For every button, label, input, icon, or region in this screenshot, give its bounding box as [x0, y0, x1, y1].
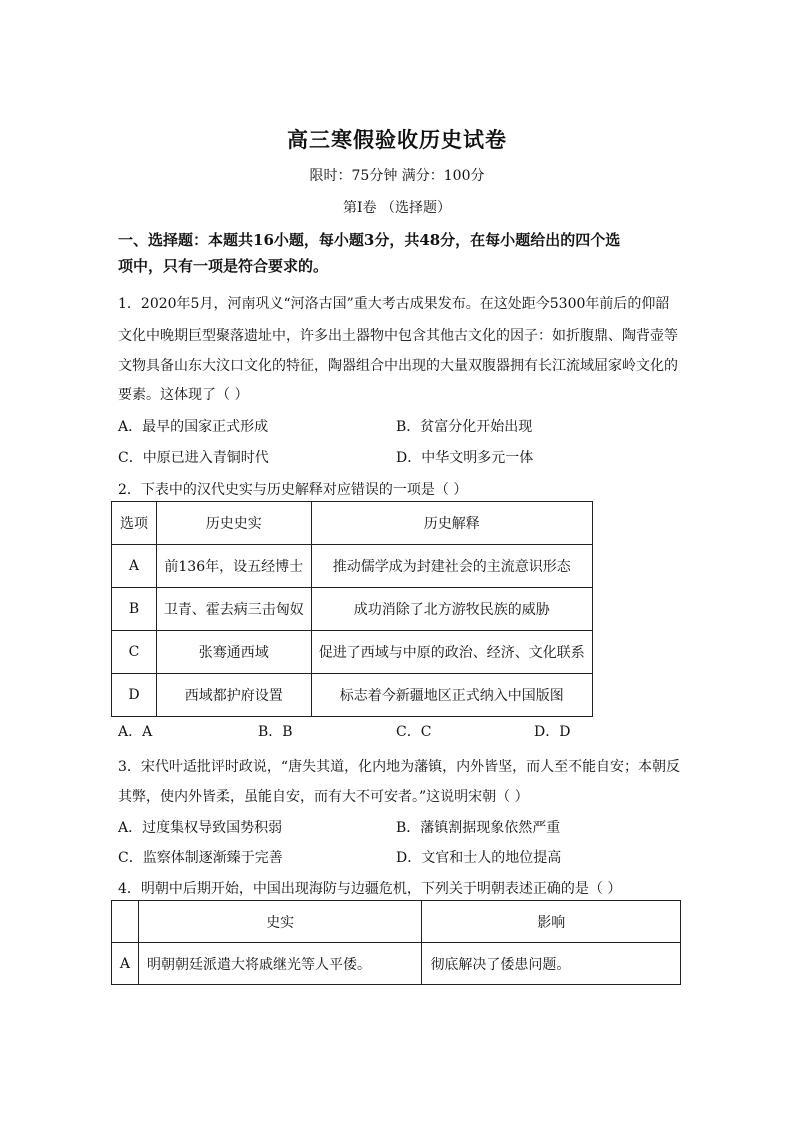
table-cell: D — [112, 674, 157, 717]
q1-stem-line: 要素。这体现了（ ） — [118, 387, 249, 403]
table-header-cell: 历史史实 — [156, 502, 311, 545]
table-cell: 前136年，设五经博士 — [156, 545, 311, 588]
table-header-row — [112, 901, 681, 943]
q3-option-b: B．藩镇割据现象依然严重 — [396, 820, 561, 836]
table-row — [112, 545, 593, 588]
q1-stem-line: 文物具备山东大汶口文化的特征，陶器组合中出现的大量双腹器拥有长江流域屈家岭文化的 — [118, 358, 678, 374]
section-instruction-line1: 一、选择题：本题共16小题，每小题3分，共48分，在每小题给出的四个选 — [118, 231, 621, 249]
q3-option-d: D．文官和士人的地位提高 — [396, 850, 562, 866]
q1-stem-line: 1．2020年5月，河南巩义“河洛古国”重大考古成果发布。在这处距今5300年前后的仰韶 — [118, 296, 670, 312]
table-cell: 张骞通西域 — [156, 631, 311, 674]
q1-option-a: A．最早的国家正式形成 — [118, 419, 269, 435]
table-cell: 标志着今新疆地区正式纳入中国版图 — [311, 674, 592, 717]
q2-option-b: B．B — [258, 724, 293, 740]
q3-stem-line: 其弊，使内外皆柔，虽能自安，而有大不可安者。”这说明宋朝（ ） — [118, 789, 529, 805]
q1-option-c: C．中原已进入青铜时代 — [118, 450, 269, 466]
q3-option-c: C．监察体制逐渐臻于完善 — [118, 850, 283, 866]
time-info: 限时：75分钟 满分：100分 — [309, 168, 485, 184]
table-header-cell: 历史解释 — [311, 502, 592, 545]
table-row — [112, 943, 681, 985]
q1-option-d: D．中华文明多元一体 — [396, 450, 534, 466]
table-cell: A — [112, 545, 157, 588]
table-cell: B — [112, 588, 157, 631]
table-header-cell — [112, 901, 139, 943]
q1-option-b: B．贫富分化开始出现 — [396, 419, 533, 435]
q4-table — [111, 900, 681, 985]
table-header-cell: 选项 — [112, 502, 157, 545]
q3-stem-line: 3．宋代叶适批评时政说，“唐失其道，化内地为藩镇，内外皆坚，而人至不能自安；本朝反 — [118, 759, 681, 775]
q1-stem-line: 文化中晚期巨型聚落遗址中，许多出土器物中包含其他古文化的因子：如折腹鼎、陶背壶等 — [118, 328, 678, 344]
q2-table — [111, 501, 593, 717]
table-cell: A — [112, 943, 139, 985]
q2-option-d: D．D — [534, 724, 571, 740]
q4-stem: 4．明朝中后期开始，中国出现海防与边疆危机，下列关于明朝表述正确的是（ ） — [118, 881, 622, 897]
table-row — [112, 631, 593, 674]
table-header-cell: 影响 — [422, 901, 681, 943]
table-cell: 彻底解决了倭患问题。 — [422, 943, 681, 985]
section-instruction-line2: 项中，只有一项是符合要求的。 — [118, 257, 329, 275]
volume-heading: 第I卷 （选择题） — [343, 200, 451, 216]
q2-stem: 2．下表中的汉代史实与历史解释对应错误的一项是（ ） — [118, 482, 468, 498]
q2-option-a: A．A — [118, 724, 153, 740]
table-row — [112, 588, 593, 631]
table-row — [112, 674, 593, 717]
exam-title: 高三寒假验收历史试卷 — [287, 127, 507, 152]
table-cell: 成功消除了北方游牧民族的威胁 — [311, 588, 592, 631]
table-cell: 推动儒学成为封建社会的主流意识形态 — [311, 545, 592, 588]
table-cell: 卫青、霍去病三击匈奴 — [156, 588, 311, 631]
q3-option-a: A．过度集权导致国势积弱 — [118, 820, 283, 836]
table-cell: 明朝朝廷派遣大将戚继光等人平倭。 — [138, 943, 421, 985]
table-cell: 促进了西域与中原的政治、经济、文化联系 — [311, 631, 592, 674]
table-cell: 西域都护府设置 — [156, 674, 311, 717]
q2-option-c: C．C — [396, 724, 432, 740]
table-header-row — [112, 502, 593, 545]
table-header-cell: 史实 — [138, 901, 421, 943]
table-cell: C — [112, 631, 157, 674]
